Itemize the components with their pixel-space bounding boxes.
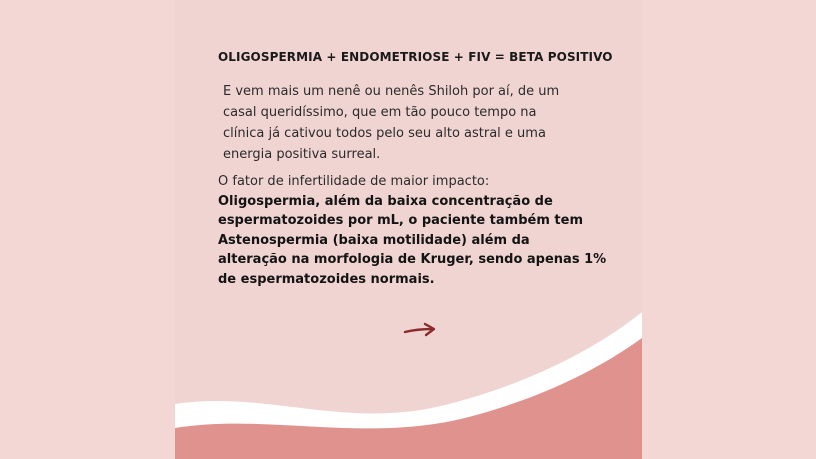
factor-line: espermatozoides por mL, o paciente também tem <box>218 213 583 228</box>
post-card <box>175 0 642 459</box>
factor-line: Astenospermia (baixa motilidade) além da <box>218 232 530 248</box>
post-title: OLIGOSPERMIA + ENDOMETRIOSE + FIV = BETA POSITIVO <box>218 50 613 64</box>
factor-line: de espermatozoides normais. <box>218 271 435 287</box>
factor-line: alteração na morfologia de Kruger, sendo apenas 1% <box>218 252 607 267</box>
intro-line: E vem mais um nenê ou nenês Shiloh por aí, de um <box>223 84 560 99</box>
intro-line: energia positiva surreal. <box>223 147 381 162</box>
intro-line: casal queridíssimo, que em tão pouco tempo na <box>223 105 537 120</box>
factor-term: Oligospermia <box>218 193 316 209</box>
decorative-waves <box>175 0 642 459</box>
intro-line: clínica já cativou todos pelo seu alto astral e uma <box>223 126 546 141</box>
factor-intro: O fator de infertilidade de maior impacto: <box>218 174 490 189</box>
factor-line-text: , além da baixa concentração de <box>315 193 553 209</box>
wave-rose <box>175 335 642 459</box>
